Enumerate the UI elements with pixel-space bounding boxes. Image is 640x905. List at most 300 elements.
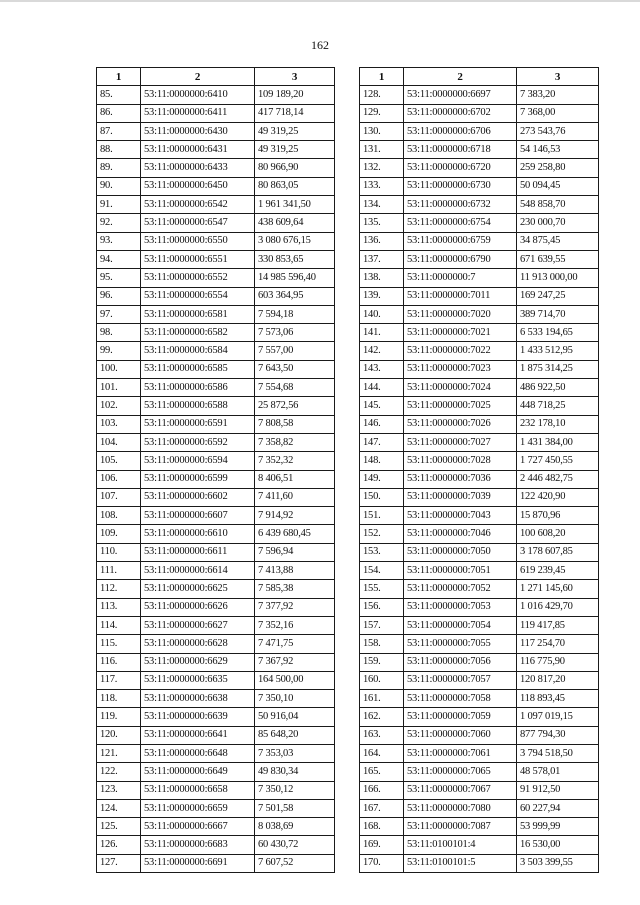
table-body-left <box>97 86 335 873</box>
row-number: 128. <box>360 86 404 104</box>
row-value: 53 999,99 <box>517 818 599 836</box>
table-row <box>360 269 599 287</box>
row-number: 147. <box>360 433 404 451</box>
row-number: 151. <box>360 507 404 525</box>
cadastral-number: 53:11:0000000:7067 <box>404 781 517 799</box>
row-number: 88. <box>97 141 141 159</box>
cadastral-number: 53:11:0000000:6759 <box>404 232 517 250</box>
table-row <box>360 379 599 397</box>
row-number: 138. <box>360 269 404 287</box>
cadastral-number: 53:11:0000000:6720 <box>404 159 517 177</box>
row-number: 115. <box>97 635 141 653</box>
row-value: 7 596,94 <box>255 543 335 561</box>
row-number: 119. <box>97 708 141 726</box>
row-value: 60 227,94 <box>517 799 599 817</box>
cadastral-number: 53:11:0000000:7039 <box>404 488 517 506</box>
row-value: 7 367,92 <box>255 653 335 671</box>
row-number: 150. <box>360 488 404 506</box>
cadastral-number: 53:11:0000000:6551 <box>141 250 255 268</box>
row-value: 16 530,00 <box>517 836 599 854</box>
cadastral-number: 53:11:0000000:6730 <box>404 177 517 195</box>
table-row <box>97 86 335 104</box>
table-row <box>360 122 599 140</box>
row-number: 164. <box>360 744 404 762</box>
cadastral-number: 53:11:0000000:6430 <box>141 122 255 140</box>
row-number: 118. <box>97 690 141 708</box>
cadastral-number: 53:11:0000000:6639 <box>141 708 255 726</box>
table-row <box>360 470 599 488</box>
row-value: 85 648,20 <box>255 726 335 744</box>
cadastral-number: 53:11:0000000:7058 <box>404 690 517 708</box>
row-value: 1 097 019,15 <box>517 708 599 726</box>
row-number: 110. <box>97 543 141 561</box>
row-value: 164 500,00 <box>255 671 335 689</box>
row-value: 54 146,53 <box>517 141 599 159</box>
cadastral-number: 53:11:0000000:7052 <box>404 580 517 598</box>
cadastral-number: 53:11:0000000:6667 <box>141 818 255 836</box>
cadastral-number: 53:11:0000000:6610 <box>141 525 255 543</box>
row-value: 273 543,76 <box>517 122 599 140</box>
table-row <box>360 342 599 360</box>
row-number: 93. <box>97 232 141 250</box>
table-row <box>360 250 599 268</box>
table-row <box>360 397 599 415</box>
row-number: 96. <box>97 287 141 305</box>
table-row <box>97 269 335 287</box>
table-row <box>360 726 599 744</box>
cadastral-number: 53:11:0000000:7065 <box>404 763 517 781</box>
row-value: 14 985 596,40 <box>255 269 335 287</box>
cadastral-number: 53:11:0000000:7087 <box>404 818 517 836</box>
row-value: 1 433 512,95 <box>517 342 599 360</box>
table-row <box>360 616 599 634</box>
row-number: 163. <box>360 726 404 744</box>
table-row <box>97 360 335 378</box>
cadastral-number: 53:11:0000000:6410 <box>141 86 255 104</box>
row-value: 6 533 194,65 <box>517 324 599 342</box>
table-row <box>360 214 599 232</box>
table-row <box>360 433 599 451</box>
table-row <box>97 415 335 433</box>
row-value: 438 609,64 <box>255 214 335 232</box>
row-value: 619 239,45 <box>517 562 599 580</box>
row-number: 109. <box>97 525 141 543</box>
row-number: 90. <box>97 177 141 195</box>
row-number: 104. <box>97 433 141 451</box>
cadastral-number: 53:11:0000000:6697 <box>404 86 517 104</box>
row-value: 7 358,82 <box>255 433 335 451</box>
row-value: 7 643,50 <box>255 360 335 378</box>
row-value: 7 554,68 <box>255 379 335 397</box>
row-number: 165. <box>360 763 404 781</box>
row-number: 148. <box>360 452 404 470</box>
cadastral-number: 53:11:0000000:7 <box>404 269 517 287</box>
table-row <box>360 360 599 378</box>
table-row <box>360 580 599 598</box>
table-row <box>97 598 335 616</box>
table-row <box>360 104 599 122</box>
cadastral-number: 53:11:0000000:7057 <box>404 671 517 689</box>
row-number: 116. <box>97 653 141 671</box>
table-row <box>97 488 335 506</box>
row-value: 3 503 399,55 <box>517 854 599 872</box>
row-value: 50 916,04 <box>255 708 335 726</box>
row-number: 158. <box>360 635 404 653</box>
cadastral-number: 53:11:0000000:6582 <box>141 324 255 342</box>
cadastral-number: 53:11:0000000:6626 <box>141 598 255 616</box>
table-row <box>97 543 335 561</box>
row-value: 417 718,14 <box>255 104 335 122</box>
row-value: 7 413,88 <box>255 562 335 580</box>
table-row <box>97 379 335 397</box>
cadastral-table-left <box>96 67 335 873</box>
row-value: 1 961 341,50 <box>255 196 335 214</box>
table-row <box>97 177 335 195</box>
row-value: 91 912,50 <box>517 781 599 799</box>
row-number: 142. <box>360 342 404 360</box>
table-row <box>360 232 599 250</box>
row-value: 1 727 450,55 <box>517 452 599 470</box>
row-value: 49 830,34 <box>255 763 335 781</box>
cadastral-number: 53:11:0000000:7059 <box>404 708 517 726</box>
row-number: 156. <box>360 598 404 616</box>
table-row <box>97 726 335 744</box>
row-number: 124. <box>97 799 141 817</box>
row-value: 7 353,03 <box>255 744 335 762</box>
cadastral-number: 53:11:0000000:6629 <box>141 653 255 671</box>
row-value: 25 872,56 <box>255 397 335 415</box>
row-number: 143. <box>360 360 404 378</box>
row-value: 877 794,30 <box>517 726 599 744</box>
table-header-row <box>360 68 599 86</box>
cadastral-number: 53:11:0000000:6658 <box>141 781 255 799</box>
cadastral-number: 53:11:0000000:6627 <box>141 616 255 634</box>
page-number: 162 <box>311 38 329 52</box>
row-value: 7 352,16 <box>255 616 335 634</box>
cadastral-number: 53:11:0000000:7028 <box>404 452 517 470</box>
row-value: 7 607,52 <box>255 854 335 872</box>
table-row <box>97 452 335 470</box>
row-number: 86. <box>97 104 141 122</box>
row-value: 7 808,58 <box>255 415 335 433</box>
table-row <box>97 671 335 689</box>
row-number: 100. <box>97 360 141 378</box>
table-row <box>97 196 335 214</box>
cadastral-number: 53:11:0000000:6790 <box>404 250 517 268</box>
table-row <box>360 415 599 433</box>
table-row <box>97 287 335 305</box>
cadastral-number: 53:11:0000000:6586 <box>141 379 255 397</box>
row-number: 120. <box>97 726 141 744</box>
cadastral-number: 53:11:0000000:6542 <box>141 196 255 214</box>
row-number: 103. <box>97 415 141 433</box>
cadastral-number: 53:11:0000000:6648 <box>141 744 255 762</box>
row-number: 140. <box>360 305 404 323</box>
row-value: 116 775,90 <box>517 653 599 671</box>
row-number: 101. <box>97 379 141 397</box>
cadastral-number: 53:11:0000000:6550 <box>141 232 255 250</box>
table-row <box>97 580 335 598</box>
row-value: 49 319,25 <box>255 122 335 140</box>
row-value: 7 501,58 <box>255 799 335 817</box>
table-row <box>97 214 335 232</box>
row-number: 130. <box>360 122 404 140</box>
column-header-value: 3 <box>517 68 599 86</box>
row-number: 135. <box>360 214 404 232</box>
cadastral-number: 53:11:0000000:6591 <box>141 415 255 433</box>
table-row <box>97 122 335 140</box>
row-value: 80 966,90 <box>255 159 335 177</box>
table-row <box>97 690 335 708</box>
cadastral-number: 53:11:0000000:7050 <box>404 543 517 561</box>
row-value: 1 271 145,60 <box>517 580 599 598</box>
table-row <box>360 177 599 195</box>
row-number: 152. <box>360 525 404 543</box>
row-value: 7 594,18 <box>255 305 335 323</box>
row-number: 169. <box>360 836 404 854</box>
row-value: 7 368,00 <box>517 104 599 122</box>
table-row <box>97 653 335 671</box>
row-value: 34 875,45 <box>517 232 599 250</box>
row-number: 107. <box>97 488 141 506</box>
scan-top-edge <box>0 0 640 2</box>
cadastral-number: 53:11:0000000:6607 <box>141 507 255 525</box>
row-value: 7 914,92 <box>255 507 335 525</box>
table-row <box>360 818 599 836</box>
row-value: 3 080 676,15 <box>255 232 335 250</box>
cadastral-number: 53:11:0000000:6552 <box>141 269 255 287</box>
cadastral-number: 53:11:0000000:7043 <box>404 507 517 525</box>
table-row <box>97 854 335 872</box>
table-header-row <box>97 68 335 86</box>
row-number: 114. <box>97 616 141 634</box>
row-number: 162. <box>360 708 404 726</box>
table-row <box>97 781 335 799</box>
table-row <box>360 305 599 323</box>
cadastral-number: 53:11:0000000:6581 <box>141 305 255 323</box>
row-number: 102. <box>97 397 141 415</box>
row-value: 7 383,20 <box>517 86 599 104</box>
row-number: 166. <box>360 781 404 799</box>
table-row <box>360 159 599 177</box>
cadastral-number: 53:11:0000000:6594 <box>141 452 255 470</box>
row-value: 230 000,70 <box>517 214 599 232</box>
cadastral-number: 53:11:0000000:6433 <box>141 159 255 177</box>
cadastral-table-right <box>359 67 599 873</box>
row-value: 118 893,45 <box>517 690 599 708</box>
row-number: 111. <box>97 562 141 580</box>
row-number: 153. <box>360 543 404 561</box>
cadastral-number: 53:11:0000000:6635 <box>141 671 255 689</box>
table-row <box>97 836 335 854</box>
table-row <box>97 616 335 634</box>
cadastral-number: 53:11:0000000:6706 <box>404 122 517 140</box>
table-row <box>97 708 335 726</box>
row-value: 109 189,20 <box>255 86 335 104</box>
row-number: 123. <box>97 781 141 799</box>
table-row <box>97 507 335 525</box>
row-number: 89. <box>97 159 141 177</box>
cadastral-number: 53:11:0100101:4 <box>404 836 517 854</box>
table-body-right <box>360 86 599 873</box>
table-row <box>97 250 335 268</box>
table-row <box>97 744 335 762</box>
row-number: 113. <box>97 598 141 616</box>
row-number: 149. <box>360 470 404 488</box>
cadastral-number: 53:11:0000000:6584 <box>141 342 255 360</box>
row-value: 169 247,25 <box>517 287 599 305</box>
table-row <box>360 690 599 708</box>
table-row <box>360 324 599 342</box>
row-number: 108. <box>97 507 141 525</box>
table-row <box>360 452 599 470</box>
cadastral-number: 53:11:0000000:6718 <box>404 141 517 159</box>
row-number: 155. <box>360 580 404 598</box>
row-number: 121. <box>97 744 141 762</box>
table-row <box>97 470 335 488</box>
row-value: 122 420,90 <box>517 488 599 506</box>
row-number: 161. <box>360 690 404 708</box>
row-number: 137. <box>360 250 404 268</box>
cadastral-number: 53:11:0000000:7036 <box>404 470 517 488</box>
row-value: 7 585,38 <box>255 580 335 598</box>
row-number: 141. <box>360 324 404 342</box>
row-number: 157. <box>360 616 404 634</box>
cadastral-number: 53:11:0000000:6754 <box>404 214 517 232</box>
row-value: 603 364,95 <box>255 287 335 305</box>
table-row <box>360 744 599 762</box>
cadastral-number: 53:11:0000000:7061 <box>404 744 517 762</box>
row-value: 49 319,25 <box>255 141 335 159</box>
table-row <box>97 232 335 250</box>
table-row <box>97 525 335 543</box>
row-value: 80 863,05 <box>255 177 335 195</box>
row-value: 117 254,70 <box>517 635 599 653</box>
table-row <box>360 836 599 854</box>
cadastral-number: 53:11:0000000:7022 <box>404 342 517 360</box>
row-value: 330 853,65 <box>255 250 335 268</box>
cadastral-number: 53:11:0000000:7080 <box>404 799 517 817</box>
row-value: 7 377,92 <box>255 598 335 616</box>
table-row <box>360 598 599 616</box>
row-value: 259 258,80 <box>517 159 599 177</box>
row-number: 168. <box>360 818 404 836</box>
table-row <box>360 488 599 506</box>
row-value: 448 718,25 <box>517 397 599 415</box>
cadastral-number: 53:11:0000000:6614 <box>141 562 255 580</box>
table-row <box>360 543 599 561</box>
row-value: 389 714,70 <box>517 305 599 323</box>
cadastral-number: 53:11:0000000:6691 <box>141 854 255 872</box>
table-row <box>360 507 599 525</box>
cadastral-number: 53:11:0000000:7054 <box>404 616 517 634</box>
cadastral-number: 53:11:0000000:6599 <box>141 470 255 488</box>
row-number: 132. <box>360 159 404 177</box>
table-row <box>360 196 599 214</box>
row-number: 134. <box>360 196 404 214</box>
table-row <box>97 159 335 177</box>
cadastral-number: 53:11:0000000:7025 <box>404 397 517 415</box>
row-number: 170. <box>360 854 404 872</box>
row-number: 160. <box>360 671 404 689</box>
row-value: 60 430,72 <box>255 836 335 854</box>
table-row <box>97 324 335 342</box>
row-number: 126. <box>97 836 141 854</box>
cadastral-number: 53:11:0000000:7056 <box>404 653 517 671</box>
table-row <box>360 562 599 580</box>
row-value: 2 446 482,75 <box>517 470 599 488</box>
row-number: 133. <box>360 177 404 195</box>
table-row <box>360 635 599 653</box>
table-row <box>360 763 599 781</box>
row-number: 127. <box>97 854 141 872</box>
cadastral-number: 53:11:0000000:7011 <box>404 287 517 305</box>
row-number: 112. <box>97 580 141 598</box>
row-value: 1 875 314,25 <box>517 360 599 378</box>
row-value: 6 439 680,45 <box>255 525 335 543</box>
row-value: 8 038,69 <box>255 818 335 836</box>
row-value: 50 094,45 <box>517 177 599 195</box>
column-header-value: 3 <box>255 68 335 86</box>
table-row <box>360 525 599 543</box>
row-value: 486 922,50 <box>517 379 599 397</box>
table-row <box>97 342 335 360</box>
row-value: 7 411,60 <box>255 488 335 506</box>
row-value: 3 794 518,50 <box>517 744 599 762</box>
cadastral-number: 53:11:0000000:7024 <box>404 379 517 397</box>
row-value: 7 557,00 <box>255 342 335 360</box>
cadastral-number: 53:11:0000000:7021 <box>404 324 517 342</box>
row-number: 99. <box>97 342 141 360</box>
cadastral-number: 53:11:0000000:6638 <box>141 690 255 708</box>
cadastral-number: 53:11:0000000:7051 <box>404 562 517 580</box>
row-number: 125. <box>97 818 141 836</box>
column-header-number: 1 <box>360 68 404 86</box>
table-row <box>360 854 599 872</box>
row-value: 671 639,55 <box>517 250 599 268</box>
cadastral-number: 53:11:0000000:7055 <box>404 635 517 653</box>
cadastral-number: 53:11:0000000:6641 <box>141 726 255 744</box>
row-number: 159. <box>360 653 404 671</box>
row-value: 119 417,85 <box>517 616 599 634</box>
cadastral-number: 53:11:0000000:7026 <box>404 415 517 433</box>
column-header-number: 1 <box>97 68 141 86</box>
row-number: 95. <box>97 269 141 287</box>
table-row <box>97 397 335 415</box>
row-number: 106. <box>97 470 141 488</box>
row-value: 7 350,10 <box>255 690 335 708</box>
cadastral-number: 53:11:0000000:6588 <box>141 397 255 415</box>
row-number: 85. <box>97 86 141 104</box>
row-value: 7 352,32 <box>255 452 335 470</box>
cadastral-number: 53:11:0000000:7053 <box>404 598 517 616</box>
table-row <box>97 104 335 122</box>
row-number: 144. <box>360 379 404 397</box>
cadastral-number: 53:11:0100101:5 <box>404 854 517 872</box>
row-value: 11 913 000,00 <box>517 269 599 287</box>
table-row <box>360 781 599 799</box>
row-number: 97. <box>97 305 141 323</box>
cadastral-number: 53:11:0000000:6431 <box>141 141 255 159</box>
cadastral-number: 53:11:0000000:6659 <box>141 799 255 817</box>
table-row <box>97 763 335 781</box>
row-value: 8 406,51 <box>255 470 335 488</box>
table-row <box>360 86 599 104</box>
row-value: 1 016 429,70 <box>517 598 599 616</box>
cadastral-number: 53:11:0000000:6625 <box>141 580 255 598</box>
row-number: 98. <box>97 324 141 342</box>
row-number: 91. <box>97 196 141 214</box>
